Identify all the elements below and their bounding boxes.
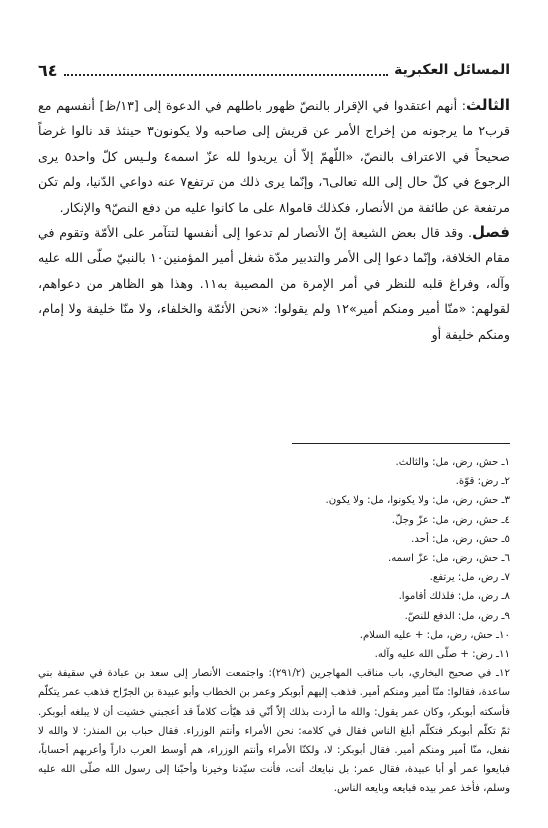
- footnote: ٢ـ رض: قوّة.: [455, 476, 510, 488]
- paragraph-third: [38, 93, 510, 220]
- footnote: ٧ـ رض، مل: يرتفع.: [429, 572, 510, 584]
- footnote: ٩ـ رض، مل: الدفع للنصّ.: [404, 610, 510, 622]
- footnote: ١ـ حش، رض، مل: والثالث.: [395, 457, 510, 468]
- paragraph-lead: الثالث: [465, 96, 511, 114]
- paragraph-lead: فصل: [472, 223, 510, 242]
- footnote: ٨ـ رض، مل: فلذلك أقاموا.: [398, 591, 510, 603]
- footnote-divider: [292, 443, 510, 444]
- footnote: ١٠ـ حش، رض، مل: + عليه السلام.: [359, 629, 510, 641]
- header-dot-leader: [64, 64, 389, 76]
- footnote: ٦ـ حش، رض، مل: عزّ اسمه.: [387, 553, 510, 565]
- main-text: [38, 93, 510, 347]
- footnote: ٤ـ حش، رض، مل: عزّ وجلّ.: [391, 514, 510, 526]
- footnote: ٣ـ حش، رض، مل: ولا يكونوا، مل: ولا يكون.: [325, 495, 510, 507]
- running-header: [38, 58, 510, 82]
- page-number: ٦٤: [38, 60, 58, 80]
- footnote: ١١ـ رض: + صلّى الله عليه وآله.: [374, 649, 510, 661]
- footnote: ١٢ـ في صحيح البخاري، باب مناقب المهاجرين (٢٩١/٢): واجتمعت الأنصار إلى سعد بن عبادة في سقيفة بني ساعدة، فقالوا: منّا أمير ومنكم أمير. فذهب إليهم أبوبكر وعمر بن الخطاب وأبو عبيدة بن الجرّاح فذهب عمر يتكلّم فأسكته أبوبكر، وكان عمر يقول: والله ما أردت بذلك إلاّ أنّي قد هيّأت كلاماً قد أعجبني خشيت أن لا يبلغه أبوبكر. ثمّ تكلّم أبوبكر فتكلّم أبلغ الناس فقال في كلامه: نحن الأمراء وأنتم الوزراء. فقال حباب بن المنذر: لا والله لا نفعل، منّا أمير ومنكم أمير. فقال أبوبكر: لا، ولكنّا الأمراء وأنتم الوزراء، هم أوسط العرب داراً وأعربهم أحساباً، فبايعوا عمر أو أبا عبيدة، فقال عمر: بل نبايعك أنت، فأنت سيّدنا وخيرنا وأحبّنا إلى رسول الله صلّى الله عليه وسلم، فأخذ عمر بيده فبايعه وبايعه الناس.: [38, 668, 510, 795]
- footnotes: [38, 453, 510, 799]
- paragraph-fasl: [38, 220, 510, 347]
- paragraph-text: : أنهم اعتقدوا في الإقرار بالنصّ ظهور باطلهم في الدعوة إلى [١٣/ظ] أنفسهم مع قرب٢ ما يرجونه من إخراج الأمر عن قريش إلى صاحبه ولا يكونون٣ حينئذ قد نالوا غرضاً صحيحاً في الاعتراف بالنصّ، «اللّهمّ إلاّ أن يريدوا لله عزّ اسمه٤ ولـيس كلّ واحد٥ يرى الرجوع في كلّ حال إلى الله تعالى٦، وإنّما يرى ذلك من ترتفع٧ عنه دواعي الدّنيا، ولم تكن مرتفعة عن طائفة من الأنصار، فكذلك قاموا٨ على ما كانوا عليه من دفع النصّ٩ والإنكار.: [38, 98, 510, 215]
- paragraph-text: . وقد قال بعض الشيعة إنّ الأنصار لم تدعوا إلى أنفسها لتتآمر على الأمّة وتقوم في مقام الخلافة، وإنّما دعوا إلى الأمر والتدبير مدّة شغل أمير المؤمنين١٠ بالنبيّ صلّى الله عليه وآله، وفراغ قلبه للنظر في أمر الإمرة من المصيبة به١١. وهذا هو الظاهر من دعواهم، لقولهم: «منّا أمير ومنكم أمير»١٢ ولم يقولوا: «نحن الأئمّة والخلفاء، ولا منّا خليفة ولا إمام، ومنكم خليفة أو: [38, 225, 510, 342]
- header-title: المسائل العكبرية: [394, 62, 510, 78]
- footnote: ٥ـ حش، رض، مل: أحد.: [411, 533, 510, 545]
